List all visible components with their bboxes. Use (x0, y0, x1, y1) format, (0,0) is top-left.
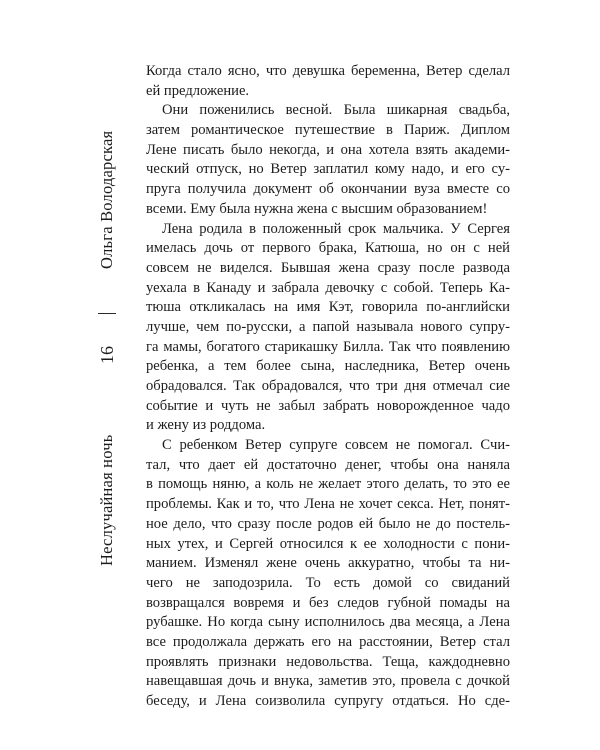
text-line: навещавшая дочь и внука, заметив это, провела с дочкой (146, 673, 510, 690)
text-line: рубашке. Но когда сыну исполнилось два месяца, а Лена (146, 614, 510, 631)
text-line: в помощь няню, а коль не желает этого делать, то это ее (146, 476, 510, 493)
text-line: Они поженились весной. Была шикарная свадьба, (162, 102, 510, 119)
text-line: манием. Изменял жене очень аккуратно, чтобы та ни- (146, 555, 510, 572)
text-line: тюша откликалась на имя Кэт, говорила по-английски (146, 299, 510, 316)
text-line: чего не заподозрила. То есть домой со свиданий (146, 574, 510, 591)
text-line: все продолжала держать его на расстоянии, Ветер стал (146, 633, 510, 650)
text-line: Лена родила в положенный срок мальчика. У Сергея (162, 220, 510, 237)
text-line: имелась дочь от первого брака, Катюша, но он с ней (146, 240, 510, 257)
running-head (96, 95, 118, 635)
text-line: возвращался вовремя и без следов губной помады на (146, 594, 510, 611)
page-number: 16 (97, 346, 117, 364)
text-line: ребенка, а тем более сына, наследника, Ветер очень (146, 358, 510, 375)
text-line: совсем не виделся. Бывшая жена сразу после развода (146, 259, 510, 276)
text-line: ных утех, и Сергей относился к ее холодности с пони- (146, 535, 510, 552)
text-line: Лене писать было некогда, и она хотела взять академи- (146, 141, 510, 158)
text-line: ное дело, что сразу после родов ей было не до постель- (146, 515, 510, 532)
text-line: и жену из роддома. (146, 417, 266, 434)
text-line: ческий отпуск, но Ветер заплатил кому надо, и его су- (146, 161, 510, 178)
text-line: Когда стало ясно, что девушка беременна, Ветер сделал (146, 63, 510, 79)
text-line: событие и чуть не забыл забрать новорожденное чадо (146, 397, 510, 414)
text-line: уехала в Канаду и забрала девочку с собой. Теперь Ка- (146, 279, 510, 296)
text-line: обрадовался. Так обрадовался, что три дня отмечал сие (146, 378, 510, 394)
running-head-divider (98, 313, 116, 314)
text-line: ей предложение. (146, 82, 250, 99)
text-line: затем романтическое путешествие в Париж. Диплом (146, 122, 510, 139)
text-line: пруга получила документ об окончании вуза вместе со (146, 181, 510, 198)
text-line: беседу, и Лена соизволила супругу отдаться. Но сде- (146, 693, 510, 709)
text-line: лучше, чем по-русски, а папой называла нового супру- (146, 318, 510, 335)
author-name: Ольга Володарская (97, 130, 116, 270)
body-text (146, 62, 510, 712)
text-line: всеми. Ему была нужна жена с высшим образованием! (146, 200, 488, 217)
text-line: проблемы. Как и то, что Лена не хочет секса. Нет, понят- (146, 496, 510, 513)
text-line: С ребенком Ветер супруге совсем не помогал. Счи- (162, 437, 510, 454)
book-title: Неслучайная ночь (97, 434, 116, 566)
text-line: тал, что дает ей достаточно денег, чтобы она наняла (146, 456, 510, 473)
text-line: проявлять признаки недовольства. Теща, каждодневно (146, 653, 510, 670)
text-line: га мамы, богатого старикашку Билла. Так что появлению (146, 338, 510, 355)
